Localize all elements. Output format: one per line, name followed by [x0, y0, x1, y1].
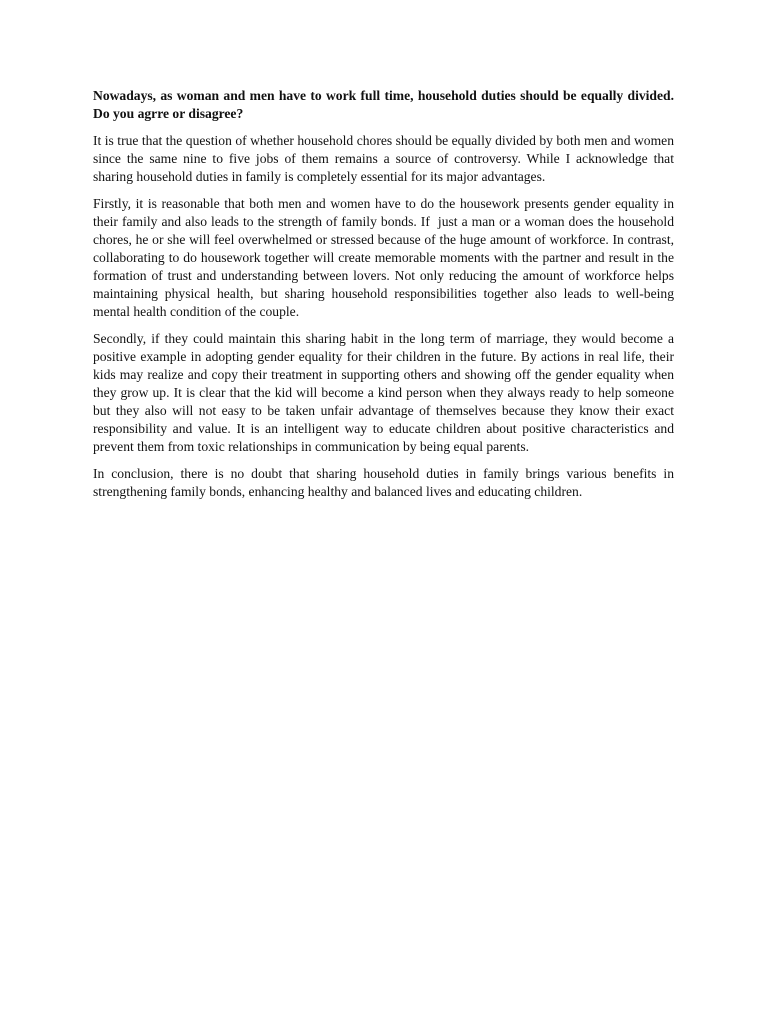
- paragraph-body-second: Secondly, if they could maintain this sharing habit in the long term of marriage, they would become a positive example in adopting gender equality for their children in the future. By actions in real life, their kids may realize and copy their treatment in supporting others and showing off the gender equality when they grow up. It is clear that the kid will become a kind person when they always ready to help someone but they also will not easy to be taken unfair advantage of themselves because they know their exact responsibility and value. It is an intelligent way to educate children about positive characteristics and prevent them from toxic relationships in communication by being equal parents.: [93, 331, 678, 454]
- paragraph-body-first: Firstly, it is reasonable that both men and women have to do the housework presents gender equality in their family and also leads to the strength of family bonds. If just a man or a woman does the household chores, he or she will feel overwhelmed or stressed because of the huge amount of workforce. In contrast, collaborating to do housework together will create memorable moments with the partner and result in the formation of trust and understanding between lovers. Not only reducing the amount of workforce helps maintaining physical health, but sharing household responsibilities together also leads to well-being mental health condition of the couple.: [93, 196, 678, 319]
- paragraph-introduction: It is true that the question of whether household chores should be equally divided by both men and women since the same nine to five jobs of them remains a source of controversy. While I acknowledge that sharing household duties in family is completely essential for its major advantages.: [93, 133, 678, 184]
- essay-question: Nowadays, as woman and men have to work full time, household duties should be equally divided. Do you agrre or disagree?: [93, 88, 674, 121]
- document-body: [93, 87, 678, 510]
- paragraph-conclusion: In conclusion, there is no doubt that sharing household duties in family brings various benefits in strengthening family bonds, enhancing healthy and balanced lives and educating children.: [93, 466, 678, 499]
